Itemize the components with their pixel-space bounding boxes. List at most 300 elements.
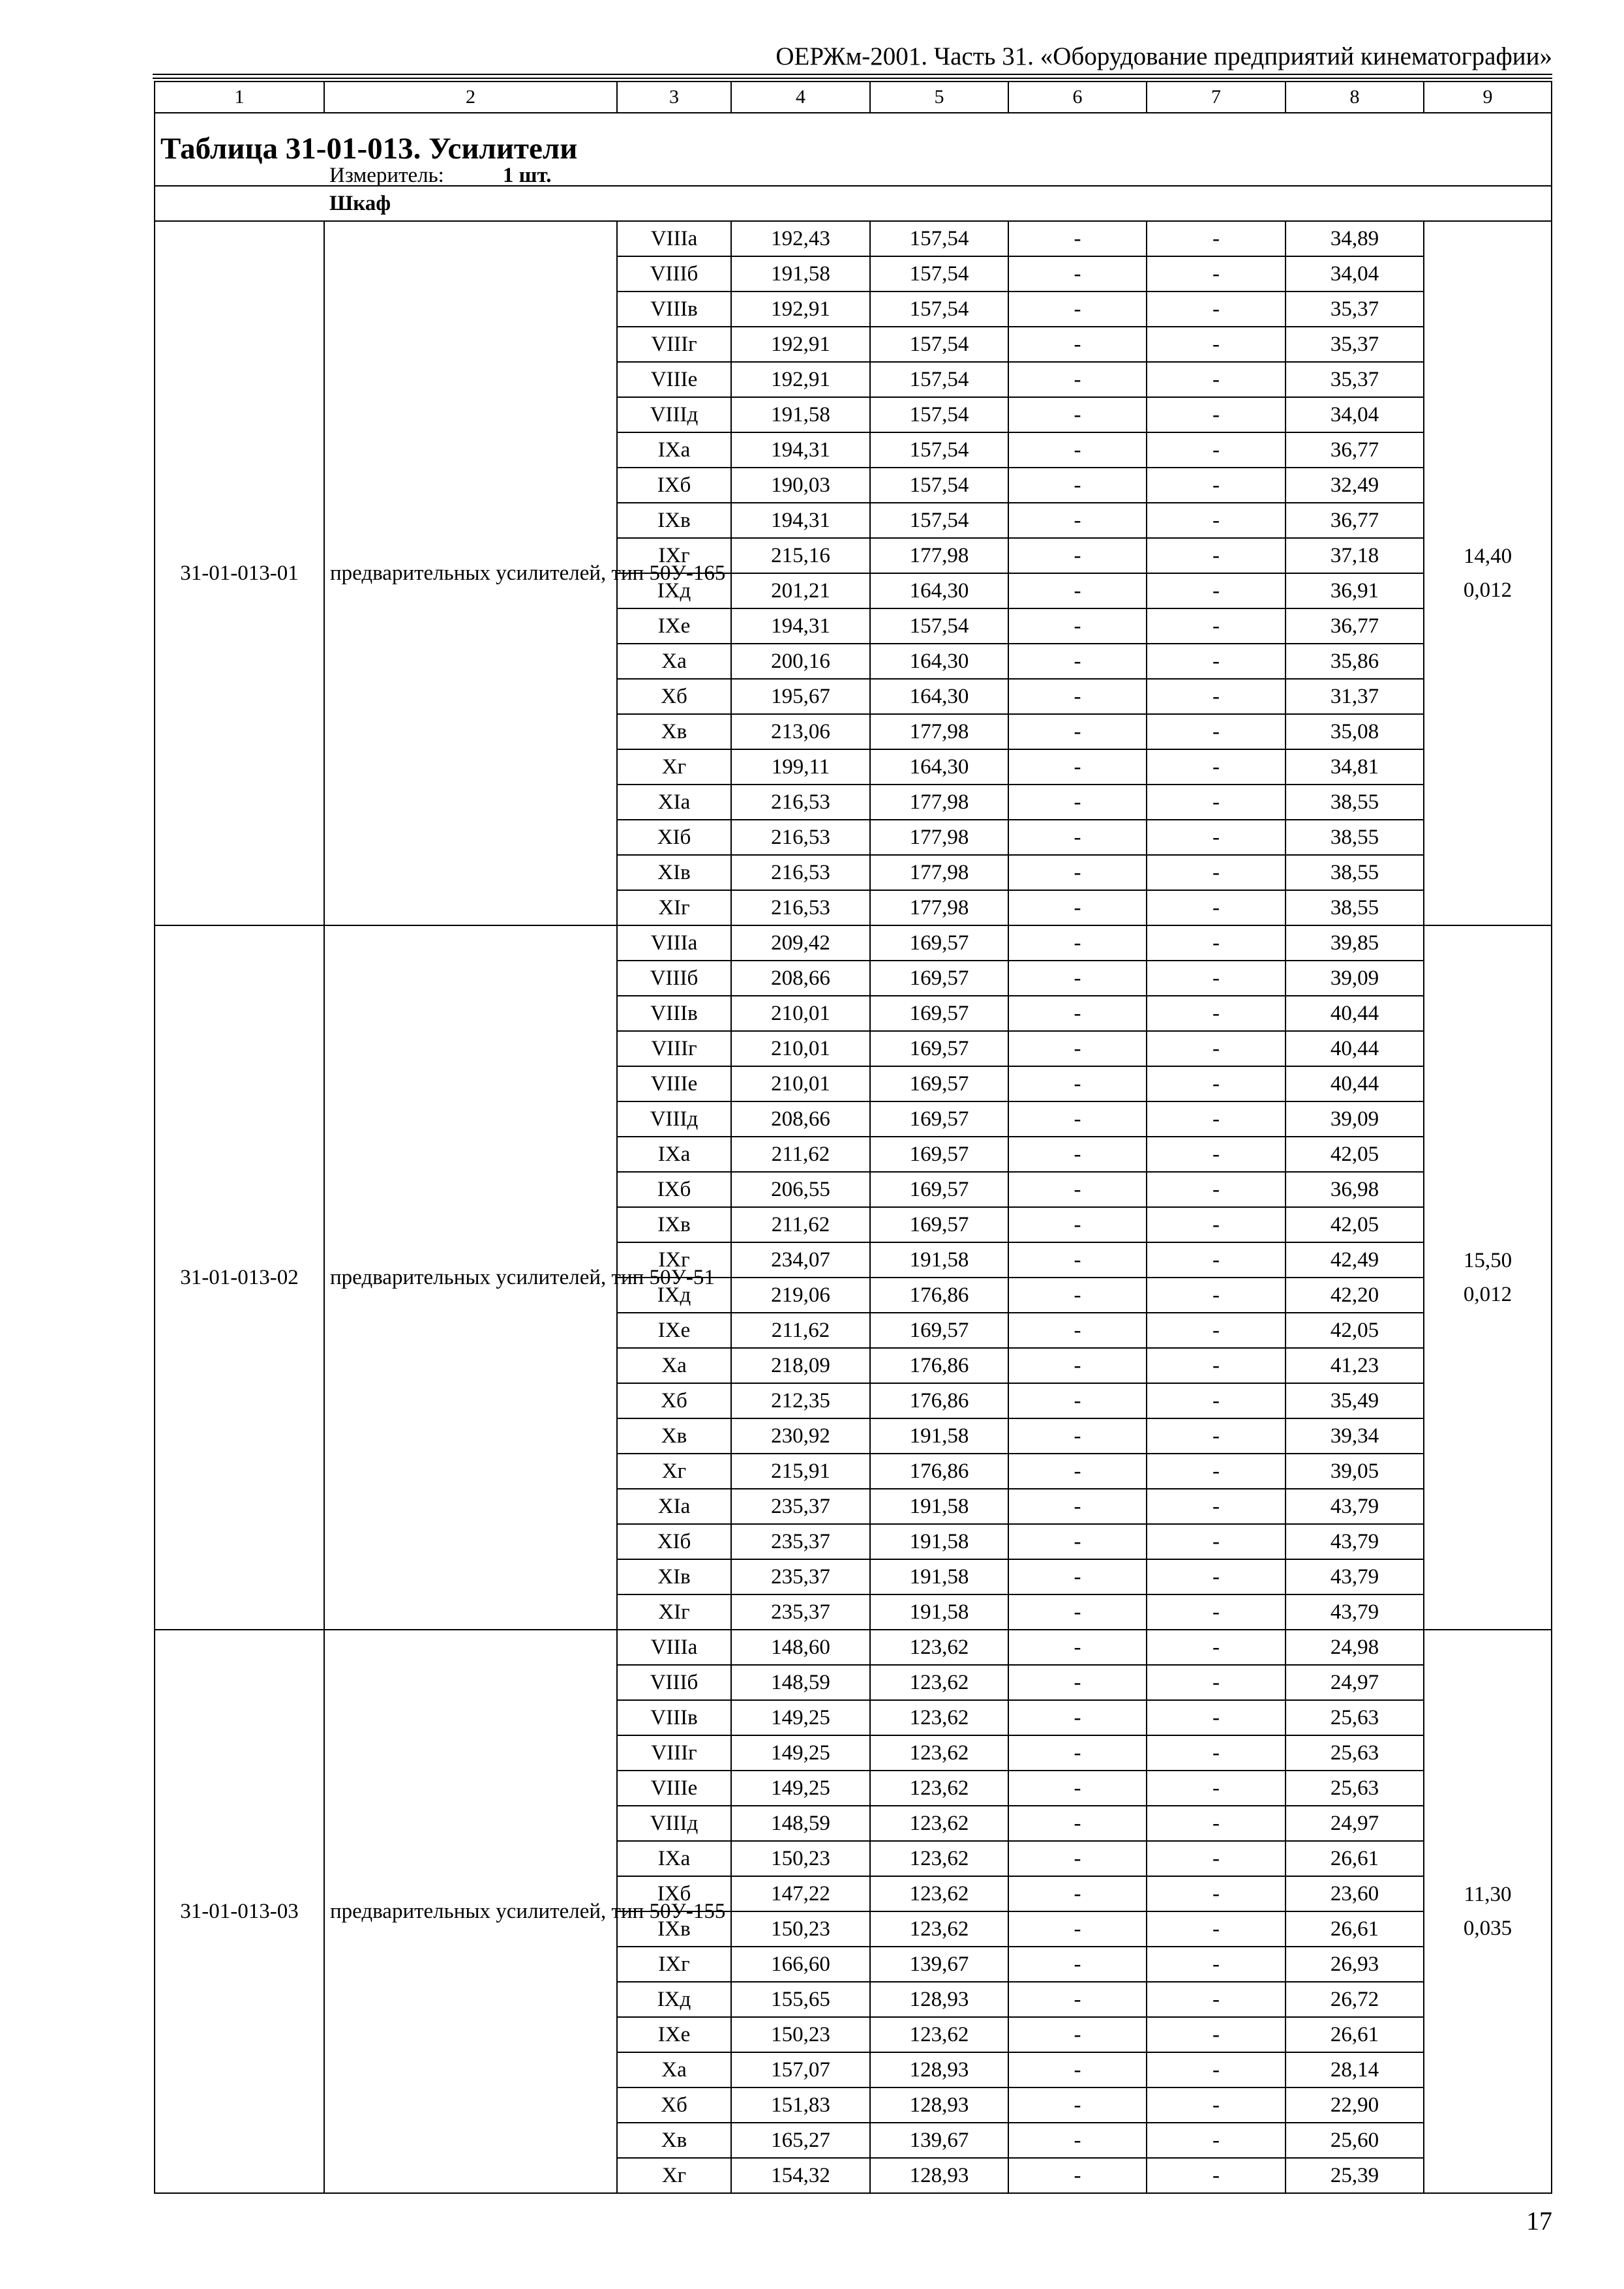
district-code: Xв	[617, 714, 731, 749]
district-code: Xв	[617, 2123, 731, 2158]
machine-cost: -	[1008, 1700, 1147, 1735]
district-code: VIIIд	[617, 1101, 731, 1137]
materials-cost: 38,55	[1286, 890, 1424, 925]
materials-cost: 35,08	[1286, 714, 1424, 749]
district-code: IXг	[617, 1947, 731, 1982]
materials-cost: 26,61	[1286, 1911, 1424, 1947]
total-cost: 165,27	[731, 2123, 870, 2158]
labor-cost: 164,30	[870, 573, 1008, 608]
machine-cost: -	[1008, 925, 1147, 961]
district-code: VIIIб	[617, 961, 731, 996]
district-code: VIIIа	[617, 221, 731, 256]
driver-wages: -	[1147, 327, 1286, 362]
materials-cost: 35,37	[1286, 292, 1424, 327]
machine-cost: -	[1008, 679, 1147, 714]
driver-wages: -	[1147, 2087, 1286, 2123]
machine-cost: -	[1008, 573, 1147, 608]
district-code: IXд	[617, 1982, 731, 2017]
district-code: IXв	[617, 503, 731, 538]
driver-wages: -	[1147, 749, 1286, 785]
materials-cost: 35,37	[1286, 362, 1424, 397]
machine-cost: -	[1008, 608, 1147, 644]
meter-line	[329, 166, 1546, 185]
materials-cost: 32,49	[1286, 468, 1424, 503]
district-code: IXг	[617, 1242, 731, 1278]
total-cost: 201,21	[731, 573, 870, 608]
labor-cost: 157,54	[870, 503, 1008, 538]
driver-wages: -	[1147, 1031, 1286, 1066]
driver-wages: -	[1147, 1524, 1286, 1559]
total-cost: 206,55	[731, 1172, 870, 1207]
total-cost: 212,35	[731, 1383, 870, 1418]
total-cost: 211,62	[731, 1313, 870, 1348]
labor-cost: 176,86	[870, 1454, 1008, 1489]
driver-wages: -	[1147, 644, 1286, 679]
column-number: 6	[1008, 82, 1147, 113]
running-header: ОЕРЖм-2001. Часть 31. «Оборудование предприятий кинематографии»	[775, 42, 1552, 70]
header-rule-upper	[153, 74, 1552, 75]
total-cost: 149,25	[731, 1700, 870, 1735]
driver-wages: -	[1147, 1101, 1286, 1137]
labor-hours: 11,30	[1464, 1883, 1512, 1906]
machine-cost: -	[1008, 785, 1147, 820]
machine-cost: -	[1008, 1278, 1147, 1313]
driver-wages: -	[1147, 608, 1286, 644]
materials-cost: 24,97	[1286, 1806, 1424, 1841]
driver-wages: -	[1147, 1594, 1286, 1630]
machine-cost: -	[1008, 1207, 1147, 1242]
district-code: VIIIб	[617, 256, 731, 292]
materials-cost: 40,44	[1286, 1031, 1424, 1066]
total-cost: 151,83	[731, 2087, 870, 2123]
driver-wages: -	[1147, 468, 1286, 503]
district-code: XIа	[617, 785, 731, 820]
machine-cost: -	[1008, 749, 1147, 785]
materials-cost: 25,60	[1286, 2123, 1424, 2158]
driver-wages: -	[1147, 1559, 1286, 1594]
district-code: Xа	[617, 2052, 731, 2087]
table-row	[155, 221, 1552, 256]
total-cost: 210,01	[731, 996, 870, 1031]
driver-wages: -	[1147, 1630, 1286, 1665]
resource-values	[1424, 221, 1552, 925]
district-code: VIIIб	[617, 1665, 731, 1700]
labor-hours: 14,40	[1463, 545, 1512, 568]
machine-cost: -	[1008, 2087, 1147, 2123]
labor-cost: 191,58	[870, 1489, 1008, 1524]
materials-cost: 43,79	[1286, 1489, 1424, 1524]
labor-cost: 123,62	[870, 1735, 1008, 1771]
total-cost: 150,23	[731, 1911, 870, 1947]
materials-cost: 43,79	[1286, 1524, 1424, 1559]
driver-wages: -	[1147, 1947, 1286, 1982]
total-cost: 208,66	[731, 1101, 870, 1137]
total-cost: 235,37	[731, 1559, 870, 1594]
district-code: VIIIд	[617, 1806, 731, 1841]
materials-cost: 23,60	[1286, 1876, 1424, 1911]
machine-cost: -	[1008, 996, 1147, 1031]
machine-cost: -	[1008, 890, 1147, 925]
labor-cost: 169,57	[870, 961, 1008, 996]
table-title-cell	[155, 113, 1552, 186]
labor-cost: 164,30	[870, 644, 1008, 679]
driver-wages: -	[1147, 1735, 1286, 1771]
materials-cost: 39,85	[1286, 925, 1424, 961]
labor-cost: 191,58	[870, 1242, 1008, 1278]
materials-cost: 22,90	[1286, 2087, 1424, 2123]
district-code: IXб	[617, 468, 731, 503]
materials-cost: 35,37	[1286, 327, 1424, 362]
total-cost: 149,25	[731, 1771, 870, 1806]
district-code: IXа	[617, 1841, 731, 1876]
total-cost: 194,31	[731, 608, 870, 644]
driver-wages: -	[1147, 2052, 1286, 2087]
driver-wages: -	[1147, 362, 1286, 397]
labor-cost: 191,58	[870, 1559, 1008, 1594]
machine-cost: -	[1008, 432, 1147, 468]
driver-wages: -	[1147, 1665, 1286, 1700]
total-cost: 216,53	[731, 855, 870, 890]
labor-cost: 191,58	[870, 1418, 1008, 1454]
district-code: Xг	[617, 1454, 731, 1489]
total-cost: 150,23	[731, 1841, 870, 1876]
column-number: 7	[1147, 82, 1286, 113]
rate-code: 31-01-013-03	[155, 1630, 324, 2193]
driver-wages: -	[1147, 1771, 1286, 1806]
district-code: XIв	[617, 1559, 731, 1594]
labor-cost: 176,86	[870, 1278, 1008, 1313]
materials-cost: 36,98	[1286, 1172, 1424, 1207]
labor-cost: 139,67	[870, 1947, 1008, 1982]
total-cost: 147,22	[731, 1876, 870, 1911]
driver-wages: -	[1147, 1841, 1286, 1876]
total-cost: 208,66	[731, 961, 870, 996]
labor-cost: 123,62	[870, 1700, 1008, 1735]
total-cost: 190,03	[731, 468, 870, 503]
labor-cost: 177,98	[870, 785, 1008, 820]
total-cost: 213,06	[731, 714, 870, 749]
rate-code: 31-01-013-01	[155, 221, 324, 925]
machine-cost: -	[1008, 468, 1147, 503]
total-cost: 235,37	[731, 1489, 870, 1524]
driver-wages: -	[1147, 1137, 1286, 1172]
total-cost: 216,53	[731, 890, 870, 925]
materials-cost: 34,89	[1286, 221, 1424, 256]
labor-cost: 177,98	[870, 855, 1008, 890]
materials-cost: 39,09	[1286, 1101, 1424, 1137]
materials-cost: 43,79	[1286, 1594, 1424, 1630]
machine-cost: -	[1008, 2052, 1147, 2087]
column-number: 8	[1286, 82, 1424, 113]
district-code: VIIIд	[617, 397, 731, 432]
machine-cost: -	[1008, 1454, 1147, 1489]
district-code: XIб	[617, 820, 731, 855]
district-code: IXв	[617, 1911, 731, 1947]
machine-cost: -	[1008, 362, 1147, 397]
total-cost: 192,43	[731, 221, 870, 256]
rate-name: предварительных усилителей, тип 50У-51	[324, 925, 617, 1630]
labor-cost: 191,58	[870, 1594, 1008, 1630]
labor-cost: 128,93	[870, 2052, 1008, 2087]
labor-cost: 177,98	[870, 538, 1008, 573]
total-cost: 148,60	[731, 1630, 870, 1665]
machine-cost: -	[1008, 820, 1147, 855]
materials-cost: 42,05	[1286, 1137, 1424, 1172]
total-cost: 209,42	[731, 925, 870, 961]
total-cost: 154,32	[731, 2158, 870, 2193]
labor-cost: 123,62	[870, 1630, 1008, 1665]
labor-cost: 157,54	[870, 221, 1008, 256]
column-number: 2	[324, 82, 617, 113]
district-code: VIIIг	[617, 1735, 731, 1771]
labor-cost: 139,67	[870, 2123, 1008, 2158]
column-number: 9	[1424, 82, 1552, 113]
district-code: IXб	[617, 1172, 731, 1207]
column-number: 1	[155, 82, 324, 113]
materials-cost: 36,77	[1286, 503, 1424, 538]
table-title: Таблица 31-01-013. Усилители	[160, 132, 578, 166]
machine-cost: -	[1008, 1594, 1147, 1630]
materials-cost: 39,34	[1286, 1418, 1424, 1454]
district-code: Xв	[617, 1418, 731, 1454]
labor-cost: 176,86	[870, 1348, 1008, 1383]
materials-cost: 36,91	[1286, 573, 1424, 608]
meter-value: 1 шт.	[502, 164, 552, 187]
labor-cost: 123,62	[870, 1911, 1008, 1947]
materials-cost: 31,37	[1286, 679, 1424, 714]
driver-wages: -	[1147, 2158, 1286, 2193]
district-code: IXа	[617, 1137, 731, 1172]
district-code: VIIIг	[617, 327, 731, 362]
district-code: XIг	[617, 890, 731, 925]
driver-wages: -	[1147, 1700, 1286, 1735]
machine-cost: -	[1008, 1137, 1147, 1172]
labor-cost: 128,93	[870, 2158, 1008, 2193]
machine-cost: -	[1008, 1383, 1147, 1418]
materials-cost: 25,39	[1286, 2158, 1424, 2193]
rates-table	[154, 81, 1552, 2194]
driver-wages: -	[1147, 2017, 1286, 2052]
machine-cost: -	[1008, 855, 1147, 890]
header-rule-lower	[153, 78, 1552, 79]
machine-cost: -	[1008, 1524, 1147, 1559]
driver-wages: -	[1147, 925, 1286, 961]
driver-wages: -	[1147, 432, 1286, 468]
materials-cost: 26,61	[1286, 1841, 1424, 1876]
district-code: VIIIв	[617, 292, 731, 327]
labor-cost: 123,62	[870, 1841, 1008, 1876]
total-cost: 149,25	[731, 1735, 870, 1771]
labor-cost: 177,98	[870, 890, 1008, 925]
machine-cost: -	[1008, 1066, 1147, 1101]
driver-wages: -	[1147, 1242, 1286, 1278]
machine-hours: 0,035	[1463, 1917, 1512, 1940]
machine-cost: -	[1008, 1101, 1147, 1137]
machine-cost: -	[1008, 1735, 1147, 1771]
materials-cost: 28,14	[1286, 2052, 1424, 2087]
driver-wages: -	[1147, 996, 1286, 1031]
total-cost: 191,58	[731, 397, 870, 432]
driver-wages: -	[1147, 820, 1286, 855]
column-number: 5	[870, 82, 1008, 113]
materials-cost: 34,04	[1286, 397, 1424, 432]
driver-wages: -	[1147, 503, 1286, 538]
rate-name: предварительных усилителей, тип 50У-165	[324, 221, 617, 925]
driver-wages: -	[1147, 1454, 1286, 1489]
total-cost: 216,53	[731, 785, 870, 820]
materials-cost: 39,09	[1286, 961, 1424, 996]
driver-wages: -	[1147, 785, 1286, 820]
machine-hours: 0,012	[1463, 578, 1512, 602]
materials-cost: 26,61	[1286, 2017, 1424, 2052]
labor-cost: 157,54	[870, 362, 1008, 397]
driver-wages: -	[1147, 961, 1286, 996]
district-code: IXд	[617, 573, 731, 608]
total-cost: 148,59	[731, 1806, 870, 1841]
district-code: Xб	[617, 2087, 731, 2123]
total-cost: 192,91	[731, 327, 870, 362]
machine-cost: -	[1008, 1242, 1147, 1278]
district-code: VIIIв	[617, 996, 731, 1031]
machine-cost: -	[1008, 1630, 1147, 1665]
machine-cost: -	[1008, 714, 1147, 749]
table-title-row	[155, 113, 1552, 186]
district-code: XIг	[617, 1594, 731, 1630]
materials-cost: 38,55	[1286, 785, 1424, 820]
machine-cost: -	[1008, 1665, 1147, 1700]
total-cost: 148,59	[731, 1665, 870, 1700]
driver-wages: -	[1147, 890, 1286, 925]
total-cost: 150,23	[731, 2017, 870, 2052]
labor-cost: 123,62	[870, 1806, 1008, 1841]
section-spacer	[155, 186, 324, 221]
labor-cost: 169,57	[870, 1031, 1008, 1066]
materials-cost: 25,63	[1286, 1771, 1424, 1806]
labor-cost: 169,57	[870, 1066, 1008, 1101]
district-code: Xа	[617, 644, 731, 679]
materials-cost: 37,18	[1286, 538, 1424, 573]
driver-wages: -	[1147, 1876, 1286, 1911]
machine-cost: -	[1008, 327, 1147, 362]
total-cost: 155,65	[731, 1982, 870, 2017]
materials-cost: 26,93	[1286, 1947, 1424, 1982]
labor-cost: 128,93	[870, 2087, 1008, 2123]
total-cost: 211,62	[731, 1137, 870, 1172]
rate-code: 31-01-013-02	[155, 925, 324, 1630]
machine-cost: -	[1008, 2158, 1147, 2193]
driver-wages: -	[1147, 292, 1286, 327]
total-cost: 191,58	[731, 256, 870, 292]
machine-cost: -	[1008, 1559, 1147, 1594]
district-code: XIб	[617, 1524, 731, 1559]
total-cost: 195,67	[731, 679, 870, 714]
materials-cost: 39,05	[1286, 1454, 1424, 1489]
machine-cost: -	[1008, 1771, 1147, 1806]
rate-name: предварительных усилителей, тип 50У-155	[324, 1630, 617, 2193]
driver-wages: -	[1147, 1348, 1286, 1383]
labor-cost: 123,62	[870, 1876, 1008, 1911]
labor-cost: 157,54	[870, 432, 1008, 468]
machine-cost: -	[1008, 1172, 1147, 1207]
driver-wages: -	[1147, 1313, 1286, 1348]
total-cost: 211,62	[731, 1207, 870, 1242]
labor-cost: 157,54	[870, 468, 1008, 503]
column-number-row	[155, 82, 1552, 113]
driver-wages: -	[1147, 1172, 1286, 1207]
materials-cost: 35,86	[1286, 644, 1424, 679]
materials-cost: 25,63	[1286, 1700, 1424, 1735]
machine-cost: -	[1008, 1489, 1147, 1524]
labor-cost: 157,54	[870, 608, 1008, 644]
machine-cost: -	[1008, 1982, 1147, 2017]
driver-wages: -	[1147, 2123, 1286, 2158]
machine-cost: -	[1008, 221, 1147, 256]
materials-cost: 34,04	[1286, 256, 1424, 292]
driver-wages: -	[1147, 855, 1286, 890]
materials-cost: 40,44	[1286, 1066, 1424, 1101]
machine-cost: -	[1008, 961, 1147, 996]
labor-cost: 191,58	[870, 1524, 1008, 1559]
district-code: IXб	[617, 1876, 731, 1911]
total-cost: 215,91	[731, 1454, 870, 1489]
total-cost: 166,60	[731, 1947, 870, 1982]
total-cost: 157,07	[731, 2052, 870, 2087]
district-code: IXе	[617, 2017, 731, 2052]
total-cost: 200,16	[731, 644, 870, 679]
column-number: 4	[731, 82, 870, 113]
total-cost: 230,92	[731, 1418, 870, 1454]
driver-wages: -	[1147, 1278, 1286, 1313]
labor-cost: 157,54	[870, 292, 1008, 327]
labor-cost: 123,62	[870, 1665, 1008, 1700]
materials-cost: 38,55	[1286, 855, 1424, 890]
machine-cost: -	[1008, 1806, 1147, 1841]
machine-cost: -	[1008, 292, 1147, 327]
total-cost: 194,31	[731, 432, 870, 468]
machine-cost: -	[1008, 1031, 1147, 1066]
driver-wages: -	[1147, 573, 1286, 608]
district-code: IXе	[617, 608, 731, 644]
district-code: VIIIа	[617, 1630, 731, 1665]
total-cost: 215,16	[731, 538, 870, 573]
district-code: IXв	[617, 1207, 731, 1242]
district-code: IXе	[617, 1313, 731, 1348]
driver-wages: -	[1147, 1383, 1286, 1418]
page-number: 17	[1526, 2206, 1552, 2236]
district-code: VIIIе	[617, 362, 731, 397]
resource-values	[1424, 925, 1552, 1630]
district-code: XIа	[617, 1489, 731, 1524]
labor-cost: 169,57	[870, 996, 1008, 1031]
district-code: Xб	[617, 679, 731, 714]
driver-wages: -	[1147, 679, 1286, 714]
total-cost: 210,01	[731, 1066, 870, 1101]
machine-cost: -	[1008, 1841, 1147, 1876]
materials-cost: 24,98	[1286, 1630, 1424, 1665]
labor-cost: 169,57	[870, 1172, 1008, 1207]
driver-wages: -	[1147, 256, 1286, 292]
table-row	[155, 1630, 1552, 1665]
materials-cost: 34,81	[1286, 749, 1424, 785]
driver-wages: -	[1147, 1066, 1286, 1101]
machine-cost: -	[1008, 538, 1147, 573]
total-cost: 235,37	[731, 1524, 870, 1559]
labor-cost: 157,54	[870, 256, 1008, 292]
section-title: Шкаф	[324, 186, 1552, 221]
materials-cost: 43,79	[1286, 1559, 1424, 1594]
materials-cost: 42,05	[1286, 1207, 1424, 1242]
labor-cost: 157,54	[870, 327, 1008, 362]
